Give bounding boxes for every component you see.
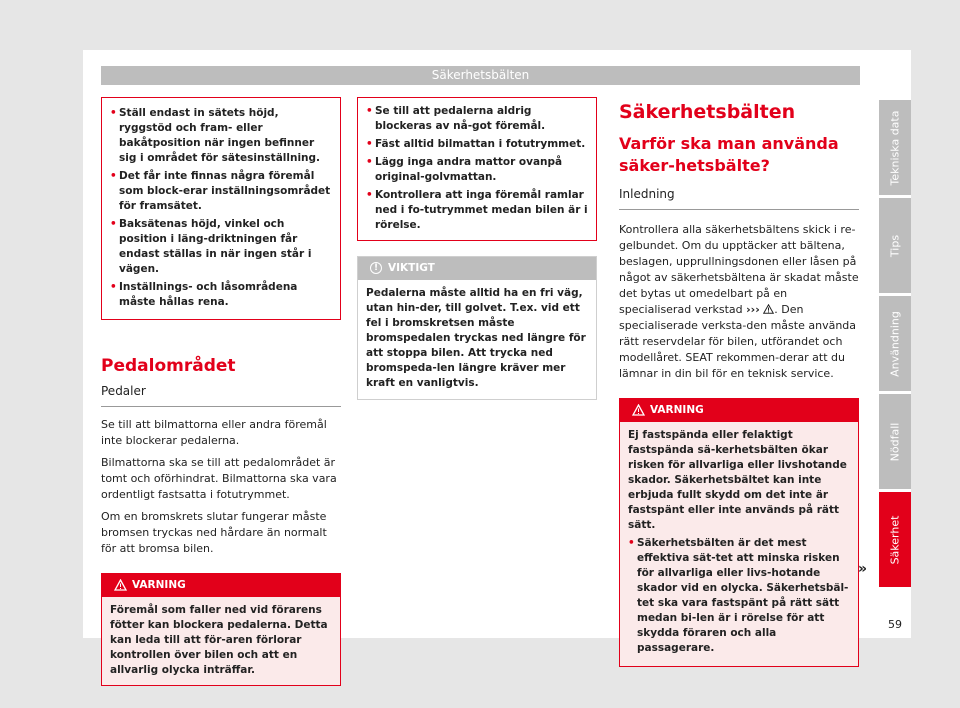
tab-nodfall[interactable] [879,394,911,489]
page-number: 59 [888,618,902,631]
reference-arrow[interactable]: ››› [746,303,760,316]
list-item: • Ställ endast in sätets höjd, ryggstöd och fram- eller bakåtposition när ingen befinner sig i området för sätesinställning. [110,106,332,166]
section-title: Pedalområdet [101,356,236,376]
tab-label: Tips [888,234,902,257]
list-item: • Det får inte finnas några föremål som block-erar inställningsområdet för framsätet. [110,169,332,214]
warning-box [101,573,341,686]
intro-paragraph [619,222,859,382]
list-item: • Fäst alltid bilmattan i fotutrymmet. [366,137,588,152]
tab-label: Tekniska data [888,110,902,185]
column-left [101,97,341,686]
tab-anvandning[interactable] [879,296,911,391]
important-box [357,256,597,400]
tab-tips[interactable] [879,198,911,293]
warning-text: Föremål som faller ned vid förarens fötter kan blockera pedalerna. Detta kan leda till att för-aren förlorar kontrollen över bilen och att en allvarlig olycka inträffar. [102,597,340,685]
list-item: • Lägg inga andra mattor ovanpå original-golvmattan. [366,155,588,185]
paragraph-text: Kontrollera alla säkerhetsbältens skick i re-gelbundet. Om du upptäcker att bältena, beslagen, upprullningsdonen eller låsen på något av säkerhetsbältena är skadat måste det bytas ut omedelbart på en specialiserad verkstad [619,223,859,316]
warning-triangle-icon [763,304,774,314]
continue-arrow[interactable]: » [858,561,868,577]
page-header: Säkerhetsbälten [101,66,860,85]
paragraph: Bilmattorna ska se till att pedalområdet är tomt och oförhindrat. Bilmattorna ska vara ordentligt fastsatta i fotutrymmet. [101,456,337,501]
tab-label: Säkerhet [888,515,902,564]
paragraph: Se till att bilmattorna eller andra föremål inte blockerar pedalerna. [101,418,327,447]
warning-intro: Ej fastspända eller felaktigt fastspända sä-kerhetsbälten ökar risken för allvarliga eller livshotande skador. Säkerhetsbältet kan inte erbjuda fullt skydd om det inte är fastspänt eller inte används på rätt sätt. [628,429,847,531]
paragraph-text: . Den specialiserade verksta-den måste använda rätt reservdelar för bilen, utförandet och modellåret. SEAT rekommen-derar att du lämnar in din bil för en teknisk service. [619,303,857,380]
pedal-safety-list [366,104,588,233]
warning-list [628,536,850,656]
warning-header [620,399,858,422]
warning-content [620,422,858,666]
safety-notice-box [357,97,597,241]
tab-label: Nödfall [888,422,902,461]
warning-triangle-icon [114,579,127,591]
column-right [619,101,859,667]
tab-tekniska-data[interactable] [879,100,911,195]
list-item: • Baksätenas höjd, vinkel och position i läng-driktningen får endast ställas in när ingen står i vägen. [110,217,332,277]
warning-label: VARNING [650,404,704,416]
warning-label: VARNING [132,579,186,591]
list-item: • Se till att pedalerna aldrig blockeras av nå-got föremål. [366,104,588,134]
chapter-subtitle: Varför ska man använda säker-hetsbälte? [619,134,839,175]
list-item: • Inställnings- och låsområdena måste hållas rena. [110,280,332,310]
important-text: Pedalerna måste alltid ha en fri väg, utan hin-der, till golvet. T.ex. vid ett fel i bromskretsen måste bromspedalen tryckas ned längre för att stoppa bilen. Att trycka ned bromspeda-len längre kräver mer kraft en vanligtvis. [366,287,586,389]
warning-triangle-icon [632,404,645,416]
seat-adjust-list [110,106,332,310]
important-label: VIKTIGT [388,262,435,274]
warning-box [619,398,859,667]
list-item: • Säkerhetsbälten är det mest effektiva sät-tet att minska risken för allvarliga eller livs-hotande skador vid en olycka. Säkerhetsbäl-tet ska vara fastspänt på rätt sätt medan bi-len är i rörelse för att skydda föraren och alla passagerare. [628,536,850,656]
column-middle [357,97,597,400]
chapter-title: Säkerhetsbälten [619,101,796,123]
important-header [358,257,596,280]
warning-header [102,574,340,597]
tab-label: Användning [888,310,902,377]
side-tabs [879,100,911,590]
paragraph: Om en bromskrets slutar fungerar måste bromsen tryckas ned hårdare än normalt för att bromsa bilen. [101,510,327,555]
section-subtitle: Pedaler [101,384,341,407]
info-circle-icon: ! [370,262,382,274]
safety-notice-box [101,97,341,320]
tab-sakerhet[interactable] [879,492,911,587]
list-item: • Kontrollera att inga föremål ramlar ned i fo-tutrymmet medan bilen är i rörelse. [366,188,588,233]
section-subtitle: Inledning [619,187,859,210]
